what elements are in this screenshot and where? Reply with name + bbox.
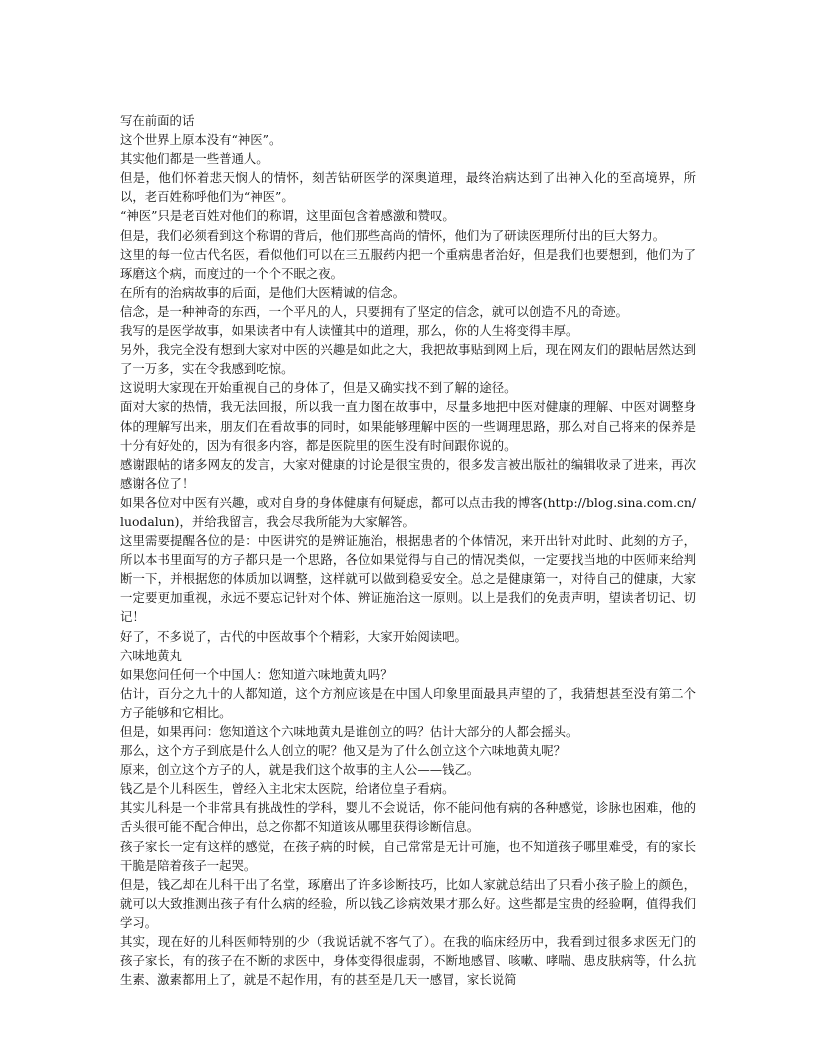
- paragraph: 但是，他们怀着悲天悯人的情怀，刻苦钻研医学的深奥道理，最终治病达到了出神入化的至高境界，所以，老百姓称呼他们为“神医”。: [120, 170, 696, 205]
- preface-heading: 写在前面的话: [120, 113, 195, 128]
- paragraph: 另外，我完全没有想到大家对中医的兴趣是如此之大，我把故事贴到网上后，现在网友们的跟帖居然达到了一万多，实在令我感到吃惊。: [120, 342, 696, 377]
- disclaimer-paragraph: 这里需要提醒各位的是：中医讲究的是辨证施治，根据患者的个体情况，来开出针对此时、此刻的方子，所以本书里面写的方子都只是一个思路，各位如果觉得与自己的情况类似，一定要找当地的中医师来给判断一下，并根据您的体质加以调整，这样就可以做到稳妥安全。总之是健康第一，对待自己的健康，大家一定要更加重视，永远不要忘记针对个体、辨证施治这一原则。以上是我们的免责声明，望读者切记、切记！: [120, 533, 696, 625]
- paragraph: “神医”只是老百姓对他们的称谓，这里面包含着感激和赞叹。: [120, 208, 455, 224]
- paragraph: 估计，百分之九十的人都知道，这个方剂应该是在中国人印象里面最具声望的了，我猜想甚至没有第二个方子能够和它相比。: [120, 685, 696, 720]
- paragraph: 其实，现在好的儿科医师特别的少（我说话就不客气了）。在我的临床经历中，我看到过很多求医无门的孩子家长，有的孩子在不断的求医中，身体变得很虚弱，不断地感冒、咳嗽、哮喘、患皮肤病等，什么抗生素、激素都用上了，就是不起作用，有的甚至是几天一感冒，家长说简: [120, 934, 696, 988]
- paragraph: 那么，这个方子到底是什么人创立的呢？他又是为了什么创立这个六味地黄丸呢？: [120, 743, 567, 759]
- paragraph: 如果您问任何一个中国人：您知道六味地黄丸吗？: [120, 666, 393, 682]
- paragraph: 在所有的治病故事的后面，是他们大医精诚的信念。: [120, 284, 405, 300]
- paragraph: 这里的每一位古代名医，看似他们可以在三五服药内把一个重病患者治好，但是我们也要想到，他们为了琢磨这个病，而度过的一个个不眠之夜。: [120, 246, 696, 281]
- paragraph: 但是，钱乙却在儿科干出了名堂，琢磨出了许多诊断技巧，比如人家就总结出了只看小孩子脸上的颜色，就可以大致推测出孩子有什么病的经验，所以钱乙诊病效果才那么好。这些都是宝贵的经验啊，值得我们学习。: [120, 876, 696, 930]
- paragraph: 好了，不多说了，古代的中医故事个个精彩，大家开始阅读吧。: [120, 628, 467, 644]
- paragraph: 钱乙是个儿科医生，曾经入主北宋太医院，给诸位皇子看病。: [120, 781, 455, 797]
- paragraph: 其实儿科是一个非常具有挑战性的学科，婴儿不会说话，你不能问他有病的各种感觉，诊脉也困难，他的舌头很可能不配合伸出，总之你都不知道该从哪里获得诊断信息。: [120, 800, 696, 835]
- paragraph: 这说明大家现在开始重视自己的身体了，但是又确实找不到了解的途径。: [120, 380, 517, 396]
- paragraph: 面对大家的热情，我无法回报，所以我一直力图在故事中，尽量多地把中医对健康的理解、中医对调整身体的理解写出来，朋友们在看故事的同时，如果能够理解中医的一些调理思路，那么对自己将来的保养是十分有好处的，因为有很多内容，都是医院里的医生没有时间跟你说的。: [120, 399, 696, 453]
- document-page: [120, 111, 696, 989]
- paragraph: 其实他们都是一些普通人。: [120, 151, 269, 167]
- paragraph: 但是，我们必须看到这个称谓的背后，他们那些高尚的情怀，他们为了研读医理所付出的巨大努力。: [120, 227, 666, 243]
- paragraph: 信念，是一种神奇的东西，一个平凡的人，只要拥有了坚定的信念，就可以创造不凡的奇迹。: [120, 303, 629, 319]
- blog-paragraph: 如果各位对中医有兴趣，或对自身的身体健康有何疑虑，都可以点击我的博客(http://blog.sina.com.cn/luodalun)，并给我留言，我会尽我所能为大家解答。: [120, 494, 696, 529]
- paragraph: 孩子家长一定有这样的感觉，在孩子病的时候，自己常常是无计可施，也不知道孩子哪里难受，有的家长干脆是陪着孩子一起哭。: [120, 838, 696, 873]
- paragraph: 感谢跟帖的诸多网友的发言，大家对健康的讨论是很宝贵的，很多发言被出版社的编辑收录了进来，再次感谢各位了！: [120, 456, 696, 491]
- paragraph: 原来，创立这个方子的人，就是我们这个故事的主人公——钱乙。: [120, 762, 480, 778]
- paragraph: 这个世界上原本没有“神医”。: [120, 132, 282, 148]
- chapter-heading: 六味地黄丸: [120, 647, 182, 663]
- paragraph: 但是，如果再问：您知道这个六味地黄丸是谁创立的吗？估计大部分的人都会摇头。: [120, 724, 579, 739]
- paragraph: 我写的是医学故事，如果读者中有人读懂其中的道理，那么，你的人生将变得丰厚。: [120, 323, 579, 339]
